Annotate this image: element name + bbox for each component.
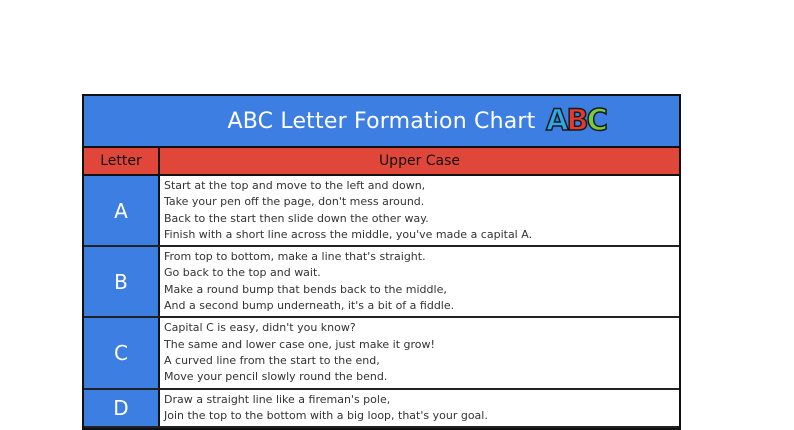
rhyme-line: Finish with a short line across the middle, you've made a capital A. xyxy=(164,227,533,241)
rhyme-cell xyxy=(160,176,679,245)
rhyme-line: Make a round bump that bends back to the middle, xyxy=(164,282,447,296)
logo-letter-a: A xyxy=(546,103,567,137)
rhyme-cell xyxy=(160,390,679,427)
chart-title: ABC Letter Formation Chart xyxy=(227,108,536,134)
rhyme-cell xyxy=(160,318,679,387)
column-header-row xyxy=(84,148,679,176)
logo-letter-b: B xyxy=(566,103,587,137)
rhyme-line: Move your pencil slowly round the bend. xyxy=(164,370,388,384)
header-letter: Letter xyxy=(84,148,160,174)
letter-cell: D xyxy=(84,390,160,427)
rhyme-line: The same and lower case one, just make it grow! xyxy=(164,337,435,351)
rhyme-cell xyxy=(160,247,679,316)
table-row-d xyxy=(84,390,679,429)
rhyme-line: Start at the top and move to the left and down, xyxy=(164,179,426,192)
letter-cell: A xyxy=(84,176,160,245)
rhyme-line: From top to bottom, make a line that's straight. xyxy=(164,250,426,264)
letter-cell: C xyxy=(84,318,160,387)
rhyme-line: Draw a straight line like a fireman's pole, xyxy=(164,392,391,406)
rhyme-line: And a second bump underneath, it's a bit of a fiddle. xyxy=(164,299,455,313)
rhyme-line: A curved line from the start to the end, xyxy=(164,353,380,367)
title-bar xyxy=(84,96,679,148)
rhyme-line: Capital C is easy, didn't you know? xyxy=(164,321,356,335)
abc-logo xyxy=(546,103,606,137)
rhyme-line: Back to the start then slide down the other way. xyxy=(164,211,429,225)
table-row-b xyxy=(84,247,679,318)
table-row-a xyxy=(84,176,679,247)
rhyme-line: Go back to the top and wait. xyxy=(164,266,321,280)
letter-cell: B xyxy=(84,247,160,316)
letter-formation-chart xyxy=(82,94,681,430)
logo-letter-c: C xyxy=(586,103,606,137)
header-upper-case: Upper Case xyxy=(378,153,461,169)
table-row-c xyxy=(84,318,679,389)
rhyme-line: Join the top to the bottom with a big loop, that's your goal. xyxy=(164,408,488,422)
rhyme-line: Take your pen off the page, don't mess around. xyxy=(164,195,425,209)
